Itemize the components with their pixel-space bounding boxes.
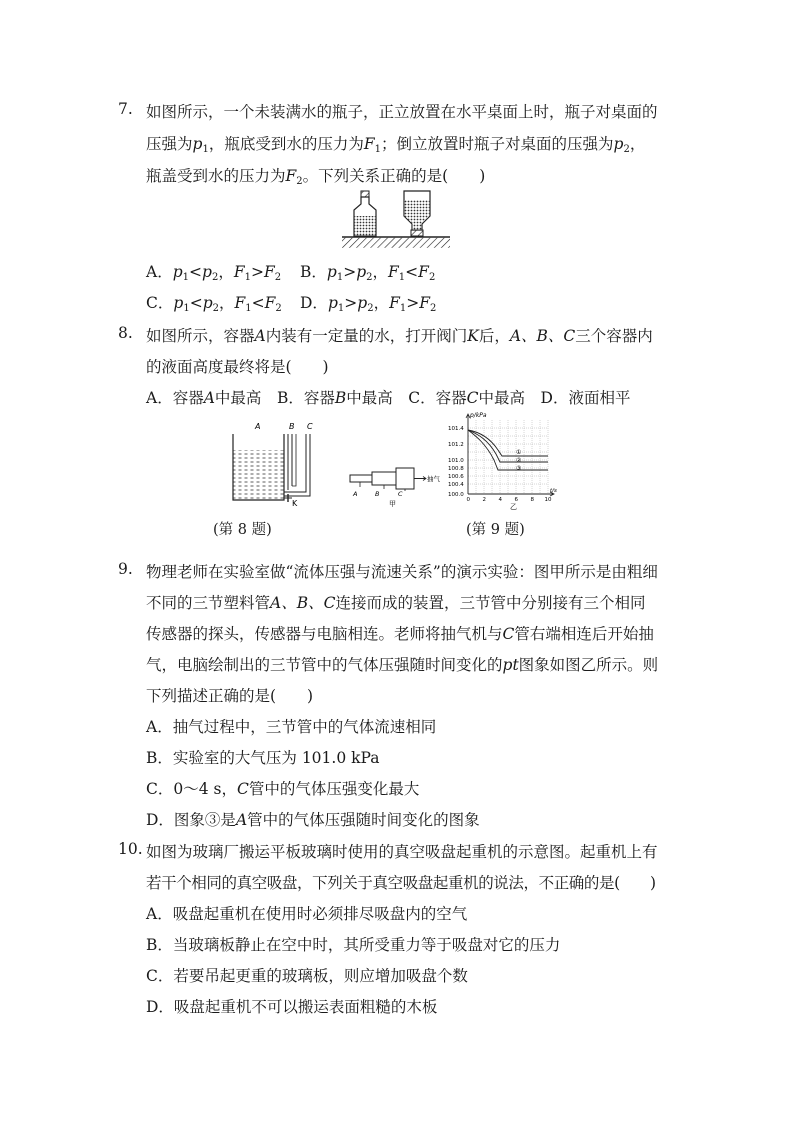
option-b: B．$p_1>p_2$，$F_1<F_2$ (300, 263, 436, 283)
y-tick: 100.0 (448, 492, 464, 498)
figure-8-caption: (第 8 题) (213, 522, 272, 538)
x-tick: 10 (544, 497, 552, 503)
question-number: 8. (118, 324, 133, 342)
container-figure (226, 420, 326, 510)
option-d: D．吸盘起重机不可以搬运表面粗糙的木板 (146, 998, 438, 1016)
pressure-time-graph (446, 412, 566, 512)
question-text-line: 的液面高度最终将是( ) (146, 358, 329, 376)
question-number: 10. (118, 840, 143, 858)
question-text-line: 不同的三节塑料管A、B、C连接而成的装置，三节管中分别接有三个相同 (146, 594, 646, 612)
option-b: B．当玻璃板静止在空中时，其所受重力等于吸盘对它的压力 (146, 936, 561, 954)
option-a: A．吸盘起重机在使用时必须排尽吸盘内的空气 (146, 905, 468, 923)
question-text-line: 如图所示，一个未装满水的瓶子，正立放置在水平桌面上时，瓶子对桌面的 (146, 103, 658, 121)
tube-c-label: C (398, 490, 403, 498)
option-c: C．$p_1<p_2$，$F_1<F_2$ (146, 294, 282, 314)
option-b: B．实验室的大气压为 101.0 kPa (146, 749, 380, 767)
x-tick: 0 (466, 497, 470, 503)
curve-3-label: ③ (516, 465, 522, 472)
pump-label: 抽气 (427, 475, 440, 483)
x-tick: 8 (530, 497, 534, 503)
figure-jia-label: 甲 (389, 500, 396, 508)
question-text-line: 如图为玻璃厂搬运平板玻璃时使用的真空吸盘起重机的示意图。起重机上有 (146, 843, 658, 861)
option-c: C．若要吊起更重的玻璃板，则应增加吸盘个数 (146, 967, 468, 985)
y-tick: 100.4 (448, 482, 464, 488)
label-a: A (255, 422, 261, 431)
option-d: D．图象③是A管中的气体压强随时间变化的图象 (146, 811, 480, 829)
figure-9-caption: (第 9 题) (466, 522, 525, 538)
question-number: 7. (118, 100, 133, 118)
y-tick: 100.8 (448, 466, 464, 472)
option-a: A．$p_1<p_2$，$F_1>F_2$ (146, 263, 282, 283)
question-8-options: A．容器A中最高 B．容器B中最高 C．容器C中最高 D．液面相平 (146, 389, 631, 407)
tube-figure (346, 458, 442, 508)
question-text-line: 若干个相同的真空吸盘，下列关于真空吸盘起重机的说法，不正确的是( ) (146, 874, 656, 892)
option-a: A．抽气过程中，三节管中的气体流速相同 (146, 718, 437, 736)
x-tick: 2 (482, 497, 486, 503)
curve-2-label: ② (516, 457, 522, 464)
question-text-line: 传感器的探头，传感器与电脑相连。老师将抽气机与C管右端相连后开始抽 (146, 625, 654, 643)
option-c: C．0～4 s，C管中的气体压强变化最大 (146, 780, 420, 798)
option-d: D．$p_1>p_2$，$F_1>F_2$ (300, 294, 437, 314)
y-axis-label: p/kPa (470, 412, 487, 419)
question-number: 9. (118, 560, 133, 578)
question-text-line: 如图所示，容器A内装有一定量的水，打开阀门K后，A、B、C三个容器内 (146, 327, 653, 345)
y-tick: 101.0 (448, 458, 464, 464)
label-c: C (307, 422, 313, 431)
question-text-line: 下列描述正确的是( ) (146, 687, 314, 705)
x-tick: 4 (498, 497, 502, 503)
label-b: B (289, 422, 295, 431)
question-text-line: 瓶盖受到水的压力为$F_2$。下列关系正确的是( ) (146, 167, 486, 187)
tube-b-label: B (375, 490, 380, 498)
y-tick: 100.6 (448, 474, 464, 480)
y-tick: 101.2 (448, 442, 464, 448)
question-text-line: 物理老师在实验室做“流体压强与流速关系”的演示实验：图甲所示是由粗细 (146, 563, 658, 581)
question-text-line: 压强为$p_1$，瓶底受到水的压力为$F_1$；倒立放置时瓶子对桌面的压强为$p_2$， (146, 135, 646, 155)
bottle-figure (338, 188, 454, 250)
tube-a-label: A (353, 490, 358, 498)
x-tick: 6 (514, 497, 518, 503)
curve-1-label: ① (516, 449, 522, 456)
x-axis-label: t/s (550, 488, 557, 494)
y-tick: 101.4 (448, 426, 464, 432)
label-k: K (292, 499, 298, 508)
question-text-line: 气，电脑绘制出的三节管中的气体压强随时间变化的pt图象如图乙所示。则 (146, 656, 659, 674)
figure-yi-label: 乙 (510, 503, 517, 511)
